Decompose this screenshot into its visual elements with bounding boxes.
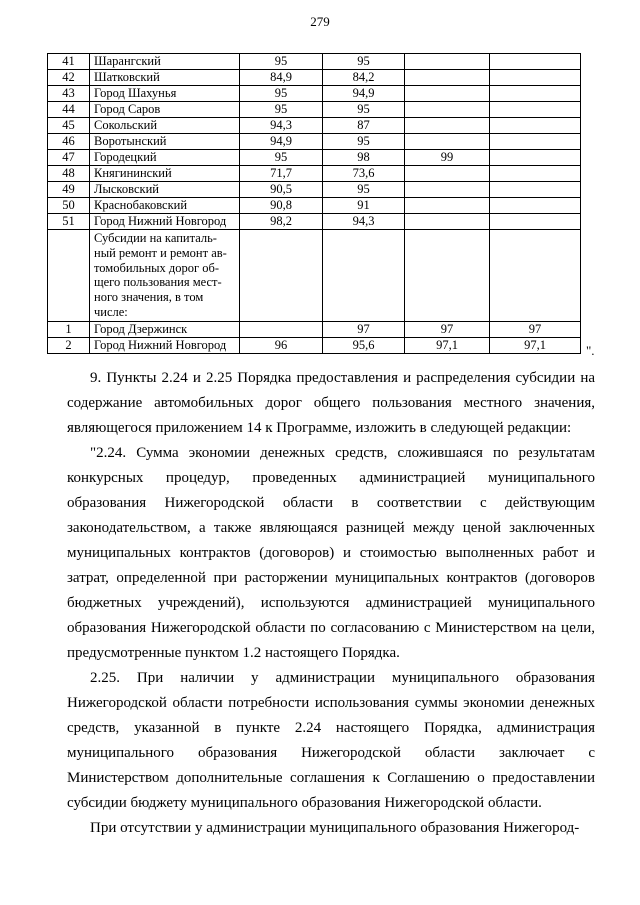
municipality-name-cell: Сокольский: [90, 118, 240, 134]
value-cell-2: 97: [323, 321, 405, 337]
table-row: [48, 337, 581, 353]
closing-quote: ".: [586, 343, 595, 358]
value-cell-1: 95: [240, 102, 323, 118]
municipality-name-cell: Город Шахунья: [90, 86, 240, 102]
value-cell-1: 96: [240, 337, 323, 353]
value-cell-2: 95: [323, 182, 405, 198]
value-cell-1: 90,8: [240, 198, 323, 214]
paragraph: "2.24. Сумма экономии денежных средств, сложившаяся по результатам конкурсных процедур, проведенных администрацией муниципального образования Нижегородской области в соответствии с действующим законодательством, а также являющаяся разницей между ценой заключенных муниципальных контрактов (договоров) и стоимостью выполненных работ и затрат, определенной при расторжении муниципальных контрактов (договоров бюджетных учреждений), используются администрацией муниципального образования Нижегородской области по согласованию с Министерством на цели, предусмотренные пунктом 1.2 настоящего Порядка.: [67, 445, 595, 661]
row-number-cell: 47: [48, 150, 90, 166]
value-cell-1: 98,2: [240, 214, 323, 230]
value-cell-3: [405, 54, 490, 70]
value-cell-3: [405, 166, 490, 182]
value-cell-4: [490, 86, 581, 102]
municipality-name-cell: Воротынский: [90, 134, 240, 150]
paragraph: 2.25. При наличии у администрации муниципального образования Нижегородской области потребности использования суммы экономии денежных средств, указанной в пункте 2.24 настоящего Порядка, администрация муниципального образования Нижегородской области заключает с Министерством дополнительные соглашения к Соглашению о предоставлении субсидии бюджету муниципального образования Нижегородской области.: [67, 670, 595, 811]
table-row: [48, 102, 581, 118]
value-cell-1: [240, 321, 323, 337]
value-cell-3: 97: [405, 321, 490, 337]
value-cell-4: [490, 182, 581, 198]
value-cell-3: [405, 102, 490, 118]
subsidy-table: [47, 53, 581, 354]
value-cell-1: 94,9: [240, 134, 323, 150]
value-cell-1: 90,5: [240, 182, 323, 198]
value-cell-3: 99: [405, 150, 490, 166]
value-cell-1: 84,9: [240, 70, 323, 86]
value-cell-4: [490, 150, 581, 166]
value-cell-2: 94,9: [323, 86, 405, 102]
table-row: [48, 182, 581, 198]
value-cell-2: 91: [323, 198, 405, 214]
value-cell-2: 87: [323, 118, 405, 134]
municipality-name-cell: Лысковский: [90, 182, 240, 198]
value-cell-4: [490, 214, 581, 230]
value-cell-3: [405, 230, 490, 322]
table-row: [48, 166, 581, 182]
value-cell-4: [490, 54, 581, 70]
paragraph: При отсутствии у администрации муниципального образования Нижегород-: [90, 820, 580, 836]
value-cell-2: 95: [323, 54, 405, 70]
value-cell-4: [490, 198, 581, 214]
row-number-cell: 42: [48, 70, 90, 86]
value-cell-1: 95: [240, 150, 323, 166]
value-cell-3: [405, 214, 490, 230]
value-cell-1: 71,7: [240, 166, 323, 182]
row-number-cell: 43: [48, 86, 90, 102]
row-number-cell: 51: [48, 214, 90, 230]
municipality-name-cell: Город Саров: [90, 102, 240, 118]
row-number-cell: 2: [48, 337, 90, 353]
row-number-cell: [48, 230, 90, 322]
row-number-cell: 49: [48, 182, 90, 198]
table-row: [48, 150, 581, 166]
value-cell-4: [490, 118, 581, 134]
value-cell-2: [323, 230, 405, 322]
value-cell-2: 95: [323, 134, 405, 150]
value-cell-2: 95: [323, 102, 405, 118]
table-row: [48, 54, 581, 70]
row-number-cell: 1: [48, 321, 90, 337]
row-number-cell: 44: [48, 102, 90, 118]
value-cell-3: 97,1: [405, 337, 490, 353]
value-cell-2: 95,6: [323, 337, 405, 353]
value-cell-4: [490, 134, 581, 150]
table-row: [48, 230, 581, 322]
value-cell-3: [405, 70, 490, 86]
municipality-name-cell: Шарангский: [90, 54, 240, 70]
table-row: [48, 134, 581, 150]
value-cell-2: 98: [323, 150, 405, 166]
value-cell-3: [405, 118, 490, 134]
table-row: [48, 86, 581, 102]
table-row: [48, 214, 581, 230]
row-number-cell: 45: [48, 118, 90, 134]
value-cell-3: [405, 182, 490, 198]
value-cell-2: 94,3: [323, 214, 405, 230]
value-cell-3: [405, 198, 490, 214]
row-number-cell: 48: [48, 166, 90, 182]
municipality-name-cell: Город Нижний Новгород: [90, 214, 240, 230]
value-cell-4: [490, 102, 581, 118]
value-cell-4: 97: [490, 321, 581, 337]
value-cell-4: [490, 230, 581, 322]
municipality-name-cell: Княгининский: [90, 166, 240, 182]
value-cell-3: [405, 86, 490, 102]
table-row: [48, 70, 581, 86]
municipality-name-cell: Город Дзержинск: [90, 321, 240, 337]
value-cell-4: [490, 166, 581, 182]
paragraph: 9. Пункты 2.24 и 2.25 Порядка предоставления и распределения субсидии на содержание автомобильных дорог общего пользования местного значения, являющегося приложением 14 к Программе, изложить в следующей редакции:: [67, 370, 595, 436]
page-number: 279: [310, 14, 330, 29]
row-number-cell: 50: [48, 198, 90, 214]
value-cell-3: [405, 134, 490, 150]
municipality-name-cell: Краснобаковский: [90, 198, 240, 214]
table-row: [48, 118, 581, 134]
row-number-cell: 46: [48, 134, 90, 150]
value-cell-1: [240, 230, 323, 322]
value-cell-1: 95: [240, 86, 323, 102]
row-number-cell: 41: [48, 54, 90, 70]
table-row: [48, 321, 581, 337]
value-cell-4: 97,1: [490, 337, 581, 353]
municipality-name-cell: Город Нижний Новгород: [90, 337, 240, 353]
table-row: [48, 198, 581, 214]
value-cell-2: 73,6: [323, 166, 405, 182]
body-text: [67, 366, 595, 841]
municipality-name-cell: Шатковский: [90, 70, 240, 86]
municipality-name-cell: Субсидии на капиталь- ный ремонт и ремонт ав- томобильных дорог об- щего пользования мест- ного значения, в том числе:: [90, 230, 240, 322]
value-cell-2: 84,2: [323, 70, 405, 86]
value-cell-1: 94,3: [240, 118, 323, 134]
value-cell-1: 95: [240, 54, 323, 70]
municipality-name-cell: Городецкий: [90, 150, 240, 166]
value-cell-4: [490, 70, 581, 86]
table-body: [48, 54, 581, 354]
